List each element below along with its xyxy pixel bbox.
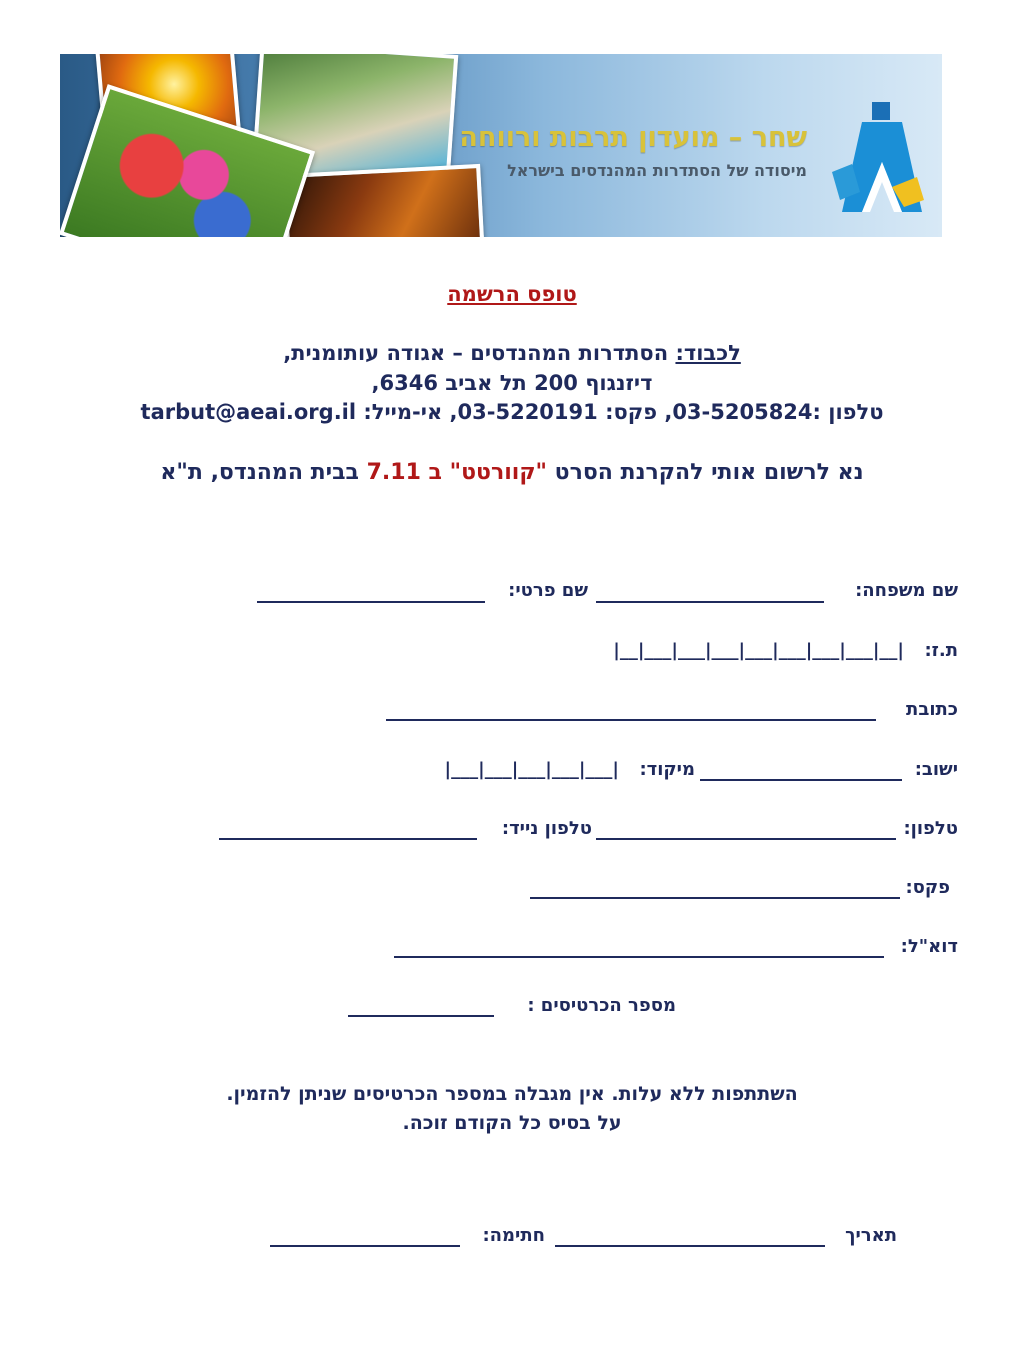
banner-title: שחר – מועדון תרבות ורווחה bbox=[459, 122, 807, 153]
engineers-logo-icon bbox=[832, 82, 924, 222]
id-field[interactable]: |__|___|___|___|___|___|___|___|__| bbox=[613, 640, 904, 661]
zip-field[interactable]: |___|___|___|___|___| bbox=[444, 759, 619, 780]
email-field[interactable] bbox=[394, 956, 884, 958]
last-name-label: שם משפחה: bbox=[855, 580, 958, 601]
request-suffix: בבית המהנדס, ת"א bbox=[160, 460, 359, 485]
note-line-2: על בסיס כל הקודם זוכה. bbox=[402, 1112, 622, 1134]
address-label: כתובת bbox=[906, 699, 958, 720]
city-label: ישוב: bbox=[914, 759, 958, 780]
banner-subtitle: מיסודה של הסתדרות המהנדסים בישראל bbox=[507, 161, 807, 180]
org-name: הסתדרות המהנדסים – אגודה עותומנית, bbox=[283, 341, 676, 365]
last-name-field[interactable] bbox=[596, 601, 824, 603]
city-field[interactable] bbox=[700, 779, 902, 781]
signature-label: חתימה: bbox=[482, 1225, 545, 1246]
signature-field[interactable] bbox=[270, 1245, 460, 1247]
address-field[interactable] bbox=[386, 719, 876, 721]
id-label: ת.ז: bbox=[924, 640, 958, 661]
to-label: לכבוד: bbox=[675, 341, 741, 365]
date-field[interactable] bbox=[555, 1245, 825, 1247]
mobile-label: טלפון נייד: bbox=[501, 818, 592, 839]
request-prefix: נא לרשום אותי להקרנת הסרט bbox=[546, 460, 864, 485]
first-name-label: שם פרטי: bbox=[508, 580, 588, 601]
fax-label: פקס: bbox=[905, 877, 950, 898]
phone-field[interactable] bbox=[596, 838, 896, 840]
tickets-field[interactable] bbox=[348, 1015, 494, 1017]
email-label: דוא"ל: bbox=[900, 936, 958, 957]
header-banner bbox=[60, 54, 942, 237]
movie-name: "קוורטט" ב 7.11 bbox=[358, 460, 547, 485]
phone-label: טלפון: bbox=[903, 818, 958, 839]
note-line-1: השתתפות ללא עלות. אין מגבלה במספר הכרטיסים שניתן להזמין. bbox=[226, 1083, 798, 1105]
first-name-field[interactable] bbox=[257, 601, 485, 603]
address-street: דיזנגוף 200 תל אביב 6346, bbox=[371, 371, 653, 395]
address-line-1 bbox=[0, 341, 1024, 365]
registration-request bbox=[0, 460, 1024, 485]
zip-label: מיקוד: bbox=[639, 759, 695, 780]
date-label: תאריך bbox=[845, 1225, 897, 1246]
fax-field[interactable] bbox=[530, 897, 900, 899]
tickets-label: מספר הכרטיסים : bbox=[527, 995, 676, 1016]
form-title: טופס הרשמה bbox=[447, 282, 577, 306]
violin-photo bbox=[282, 164, 485, 237]
mobile-field[interactable] bbox=[219, 838, 477, 840]
address-contact: טלפון :03-5205824, פקס: 03-5220191, אי-מייל: tarbut@aeai.org.il bbox=[140, 400, 884, 424]
